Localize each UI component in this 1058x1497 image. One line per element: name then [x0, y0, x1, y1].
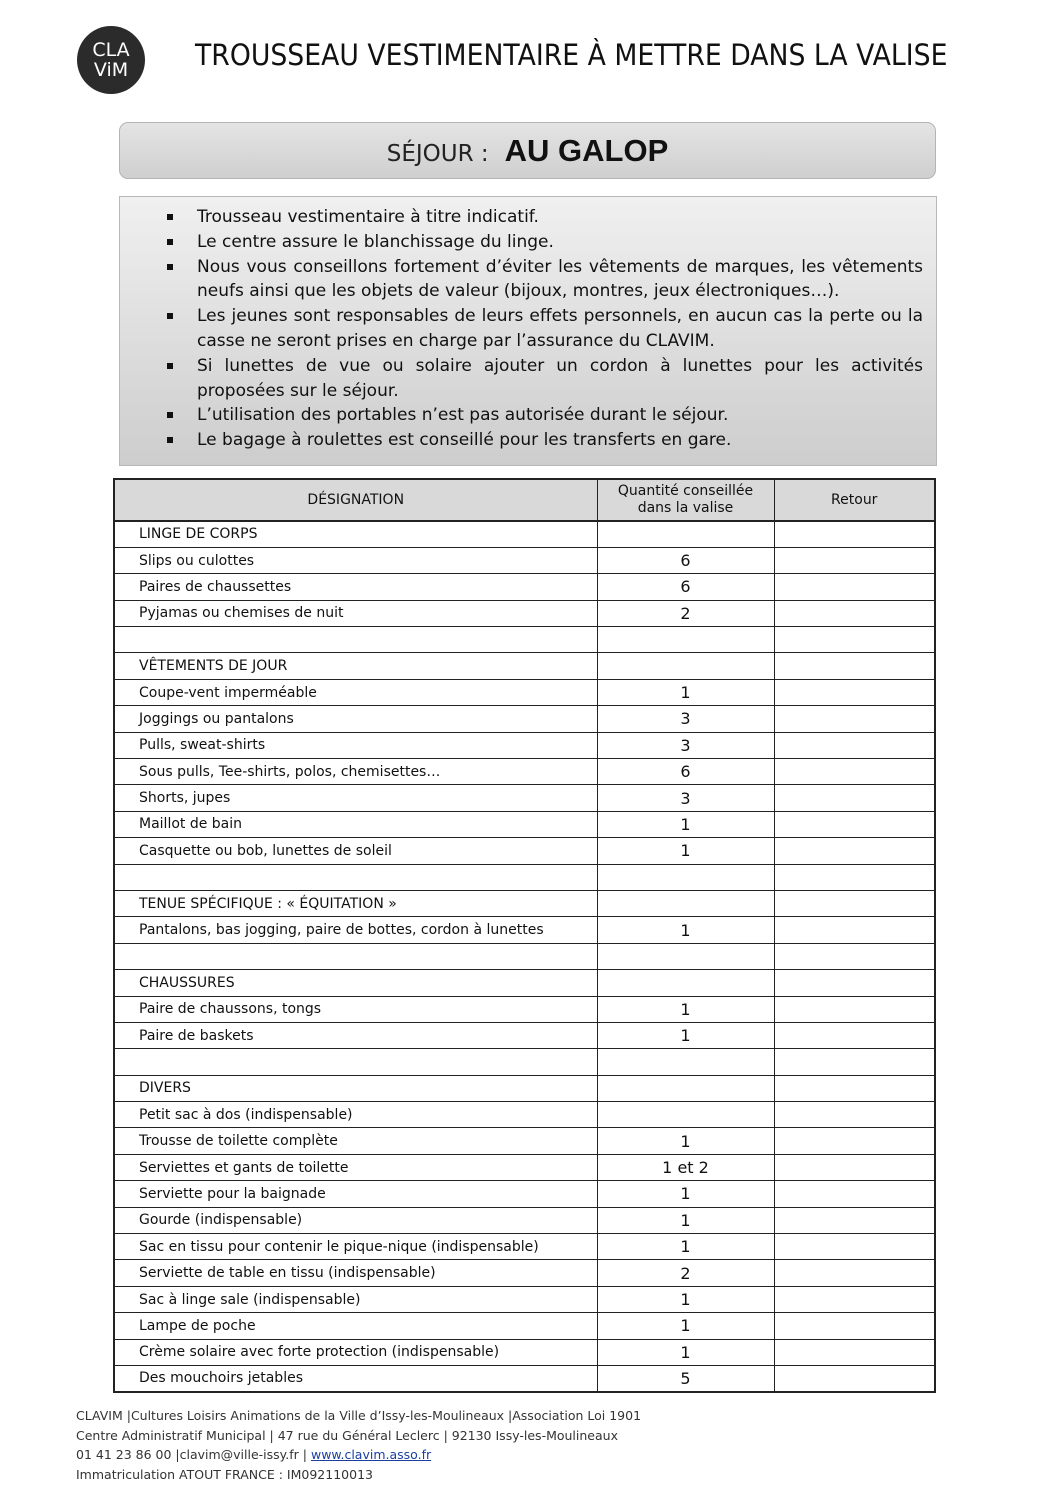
- quantity-cell: [597, 1075, 774, 1101]
- quantity-cell: [597, 627, 774, 653]
- designation-cell: LINGE DE CORPS: [114, 521, 597, 547]
- retour-cell[interactable]: [774, 1154, 935, 1180]
- table-row: [114, 706, 935, 732]
- footer: [76, 1406, 976, 1484]
- table-body: [114, 521, 935, 1392]
- designation-cell: Trousse de toilette complète: [114, 1128, 597, 1154]
- designation-cell: [114, 627, 597, 653]
- designation-cell: Gourde (indispensable): [114, 1207, 597, 1233]
- designation-cell: Maillot de bain: [114, 811, 597, 837]
- quantity-cell: 2: [597, 1260, 774, 1286]
- designation-cell: Joggings ou pantalons: [114, 706, 597, 732]
- retour-cell[interactable]: [774, 917, 935, 943]
- designation-cell: Pulls, sweat-shirts: [114, 732, 597, 758]
- retour-cell[interactable]: [774, 679, 935, 705]
- trousseau-table: [113, 478, 936, 1393]
- retour-cell[interactable]: [774, 864, 935, 890]
- quantity-cell: 1: [597, 1181, 774, 1207]
- logo-line-2: ViM: [93, 59, 129, 81]
- retour-cell[interactable]: [774, 811, 935, 837]
- retour-cell[interactable]: [774, 838, 935, 864]
- table-row: [114, 759, 935, 785]
- table-row: [114, 547, 935, 573]
- designation-cell: Petit sac à dos (indispensable): [114, 1102, 597, 1128]
- footer-line-3: [76, 1445, 976, 1465]
- retour-cell[interactable]: [774, 521, 935, 547]
- retour-cell[interactable]: [774, 970, 935, 996]
- designation-cell: Casquette ou bob, lunettes de soleil: [114, 838, 597, 864]
- designation-cell: Paire de baskets: [114, 1022, 597, 1048]
- sejour-banner: [119, 122, 936, 179]
- quantity-cell: 5: [597, 1366, 774, 1392]
- table-row: [114, 1234, 935, 1260]
- quantity-cell: [597, 521, 774, 547]
- retour-cell[interactable]: [774, 732, 935, 758]
- table-row: [114, 653, 935, 679]
- designation-cell: Sous pulls, Tee-shirts, polos, chemisettes…: [114, 759, 597, 785]
- table-row: [114, 1181, 935, 1207]
- retour-cell[interactable]: [774, 1313, 935, 1339]
- designation-cell: Sac à linge sale (indispensable): [114, 1286, 597, 1312]
- quantity-cell: 1: [597, 1022, 774, 1048]
- footer-line-2: Centre Administratif Municipal | 47 rue du Général Leclerc | 92130 Issy-les-Moulineaux: [76, 1427, 618, 1443]
- retour-cell[interactable]: [774, 706, 935, 732]
- designation-cell: Serviette pour la baignade: [114, 1181, 597, 1207]
- designation-cell: Crème solaire avec forte protection (indispensable): [114, 1339, 597, 1365]
- note-item: Le bagage à roulettes est conseillé pour les transferts en gare.: [164, 428, 923, 453]
- retour-cell[interactable]: [774, 1234, 935, 1260]
- notes-list: [164, 205, 923, 453]
- table-row: [114, 1022, 935, 1048]
- designation-cell: TENUE SPÉCIFIQUE : « ÉQUITATION »: [114, 890, 597, 916]
- designation-cell: DIVERS: [114, 1075, 597, 1101]
- sejour-name: AU GALOP: [504, 132, 669, 168]
- quantity-cell: 1: [597, 1286, 774, 1312]
- designation-cell: [114, 864, 597, 890]
- note-item: Si lunettes de vue ou solaire ajouter un cordon à lunettes pour les activités proposées sur le séjour.: [164, 354, 923, 404]
- retour-cell[interactable]: [774, 1207, 935, 1233]
- table-row: [114, 1207, 935, 1233]
- designation-cell: Pantalons, bas jogging, paire de bottes, cordon à lunettes: [114, 917, 597, 943]
- footer-line-1: CLAVIM |Cultures Loisirs Animations de la Ville d’Issy-les-Moulineaux |Association Loi 1901: [76, 1408, 642, 1423]
- quantity-cell: 6: [597, 547, 774, 573]
- retour-cell[interactable]: [774, 547, 935, 573]
- footer-contact: 01 41 23 86 00 |clavim@ville-issy.fr |: [76, 1447, 311, 1462]
- quantity-cell: 1: [597, 1128, 774, 1154]
- quantity-cell: 1: [597, 1313, 774, 1339]
- table-row: [114, 1339, 935, 1365]
- retour-cell[interactable]: [774, 1260, 935, 1286]
- table-row: [114, 785, 935, 811]
- note-item: Les jeunes sont responsables de leurs effets personnels, en aucun cas la perte ou la casse ne seront prises en charge par l’assurance du CLAVIM.: [164, 304, 923, 354]
- website-link[interactable]: www.clavim.asso.fr: [310, 1447, 432, 1462]
- table-row: [114, 1154, 935, 1180]
- designation-cell: VÊTEMENTS DE JOUR: [114, 653, 597, 679]
- table-row: [114, 679, 935, 705]
- page-title: TROUSSEAU VESTIMENTAIRE À METTRE DANS LA VALISE: [195, 38, 948, 72]
- table-row: [114, 1286, 935, 1312]
- retour-cell[interactable]: [774, 759, 935, 785]
- table-row: [114, 574, 935, 600]
- retour-cell[interactable]: [774, 627, 935, 653]
- header-quantity-line-1: Quantité conseillée: [617, 483, 754, 499]
- quantity-cell: [597, 970, 774, 996]
- table-row: [114, 996, 935, 1022]
- designation-cell: Pyjamas ou chemises de nuit: [114, 600, 597, 626]
- table-row: [114, 1313, 935, 1339]
- retour-cell[interactable]: [774, 653, 935, 679]
- quantity-cell: 3: [597, 732, 774, 758]
- note-item: Trousseau vestimentaire à titre indicatif.: [164, 205, 923, 230]
- designation-cell: Serviettes et gants de toilette: [114, 1154, 597, 1180]
- table-row: [114, 864, 935, 890]
- designation-cell: Shorts, jupes: [114, 785, 597, 811]
- table-row: [114, 890, 935, 916]
- quantity-cell: 1: [597, 811, 774, 837]
- retour-cell[interactable]: [774, 1366, 935, 1392]
- quantity-cell: 1: [597, 1207, 774, 1233]
- retour-cell[interactable]: [774, 600, 935, 626]
- quantity-cell: 1: [597, 996, 774, 1022]
- retour-cell[interactable]: [774, 1075, 935, 1101]
- logo-line-1: CLA: [92, 39, 130, 61]
- retour-cell[interactable]: [774, 996, 935, 1022]
- retour-cell[interactable]: [774, 1286, 935, 1312]
- retour-cell[interactable]: [774, 1181, 935, 1207]
- table-row: [114, 943, 935, 969]
- quantity-cell: [597, 943, 774, 969]
- quantity-cell: 1 et 2: [597, 1154, 774, 1180]
- retour-cell[interactable]: [774, 1102, 935, 1128]
- retour-cell[interactable]: [774, 890, 935, 916]
- quantity-cell: 3: [597, 706, 774, 732]
- designation-cell: Slips ou culottes: [114, 547, 597, 573]
- quantity-cell: 1: [597, 1234, 774, 1260]
- designation-cell: Des mouchoirs jetables: [114, 1366, 597, 1392]
- retour-cell[interactable]: [774, 1022, 935, 1048]
- retour-cell[interactable]: [774, 1339, 935, 1365]
- table-row: [114, 600, 935, 626]
- sejour-label: SÉJOUR :: [386, 140, 489, 167]
- table-row: [114, 1260, 935, 1286]
- header-quantity: [597, 479, 774, 521]
- designation-cell: [114, 1049, 597, 1075]
- designation-cell: CHAUSSURES: [114, 970, 597, 996]
- table-row: [114, 521, 935, 547]
- note-item: Nous vous conseillons fortement d’éviter les vêtements de marques, les vêtements neufs ainsi que les objets de valeur (bijoux, montres, jeux électroniques…).: [164, 255, 923, 305]
- quantity-cell: 2: [597, 600, 774, 626]
- quantity-cell: 3: [597, 785, 774, 811]
- table-row: [114, 1049, 935, 1075]
- table-row: [114, 811, 935, 837]
- designation-cell: Coupe-vent imperméable: [114, 679, 597, 705]
- quantity-cell: [597, 1102, 774, 1128]
- table-row: [114, 838, 935, 864]
- quantity-cell: [597, 864, 774, 890]
- quantity-cell: 6: [597, 759, 774, 785]
- quantity-cell: [597, 890, 774, 916]
- quantity-cell: [597, 1049, 774, 1075]
- retour-cell[interactable]: [774, 1049, 935, 1075]
- quantity-cell: 1: [597, 679, 774, 705]
- header-designation: DÉSIGNATION: [114, 479, 597, 521]
- note-item: Le centre assure le blanchissage du linge.: [164, 230, 923, 255]
- quantity-cell: 6: [597, 574, 774, 600]
- header-retour: Retour: [774, 479, 935, 521]
- table-row: [114, 1075, 935, 1101]
- designation-cell: Paires de chaussettes: [114, 574, 597, 600]
- retour-cell[interactable]: [774, 1128, 935, 1154]
- table-row: [114, 1102, 935, 1128]
- quantity-cell: 1: [597, 1339, 774, 1365]
- table-row: [114, 970, 935, 996]
- notes-box: [119, 196, 937, 466]
- designation-cell: Serviette de table en tissu (indispensable): [114, 1260, 597, 1286]
- quantity-cell: 1: [597, 917, 774, 943]
- table-row: [114, 1366, 935, 1392]
- table-row: [114, 732, 935, 758]
- table-row: [114, 1128, 935, 1154]
- footer-line-4: Immatriculation ATOUT FRANCE : IM092110013: [76, 1466, 373, 1482]
- quantity-cell: 1: [597, 838, 774, 864]
- clavim-logo: [77, 26, 145, 94]
- retour-cell[interactable]: [774, 943, 935, 969]
- table-row: [114, 627, 935, 653]
- designation-cell: [114, 943, 597, 969]
- designation-cell: Sac en tissu pour contenir le pique-nique (indispensable): [114, 1234, 597, 1260]
- table-header-row: [114, 479, 935, 521]
- quantity-cell: [597, 653, 774, 679]
- designation-cell: Paire de chaussons, tongs: [114, 996, 597, 1022]
- table-row: [114, 917, 935, 943]
- header-quantity-line-2: dans la valise: [637, 500, 734, 516]
- retour-cell[interactable]: [774, 574, 935, 600]
- note-item: L’utilisation des portables n’est pas autorisée durant le séjour.: [164, 403, 923, 428]
- retour-cell[interactable]: [774, 785, 935, 811]
- designation-cell: Lampe de poche: [114, 1313, 597, 1339]
